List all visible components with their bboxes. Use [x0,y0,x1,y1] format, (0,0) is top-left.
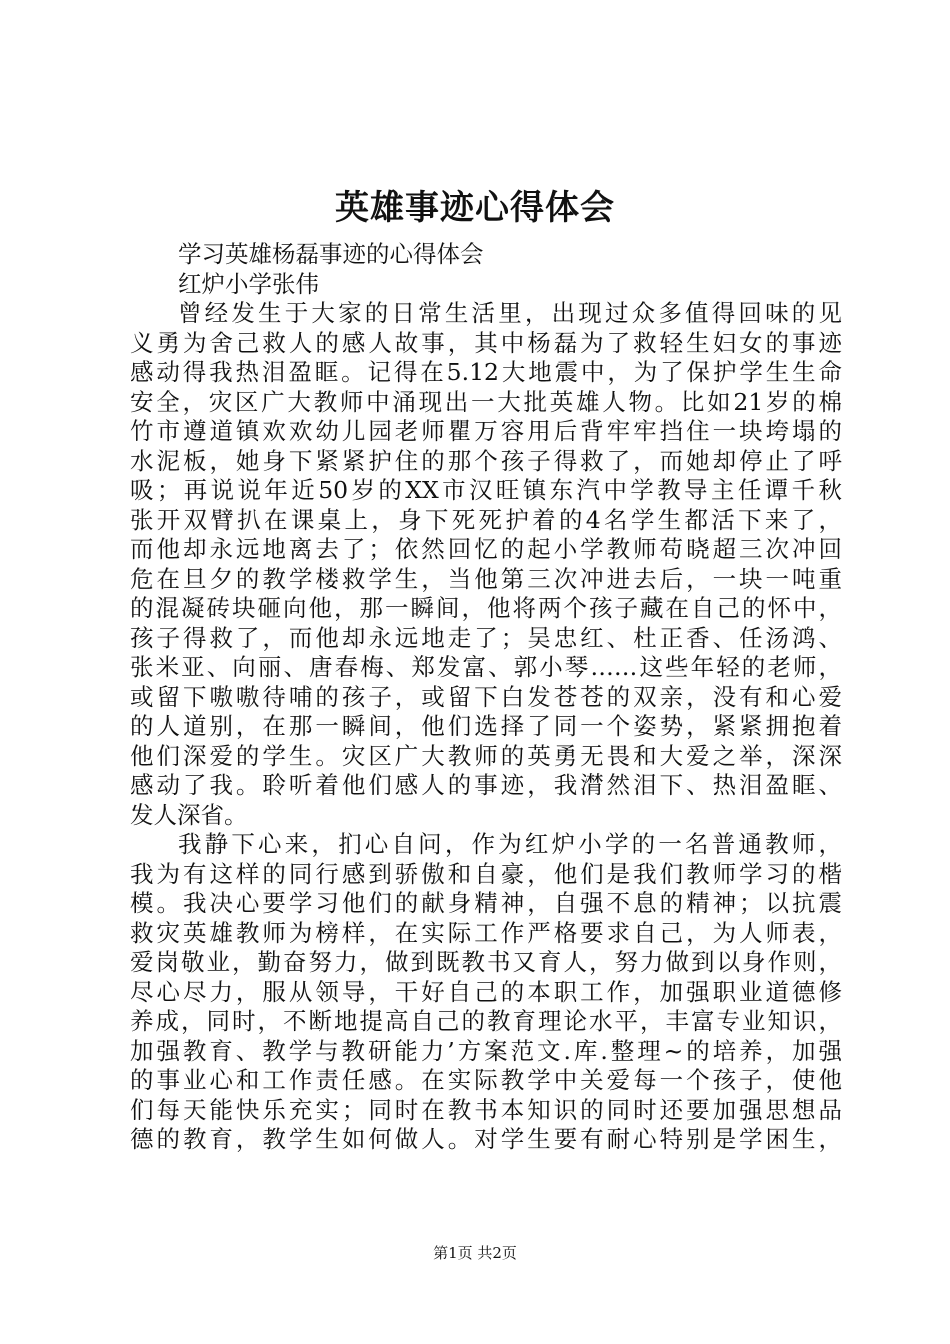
document-title: 英雄事迹心得体会 [335,188,615,228]
text-line: 德的教育，教学生如何做人。对学生要有耐心特别是学困生， [130,1125,842,1153]
text-line: 水泥板，她身下紧紧护住的那个孩子得救了，而她却停止了呼 [130,446,842,475]
document-body [130,240,842,1155]
text-line: 发人深省。 [130,800,248,829]
text-line: 尽心尽力，服从领导，干好自己的本职工作，加强职业道德修 [130,977,842,1006]
text-line: 学习英雄杨磊事迹的心得体会 [178,240,484,268]
text-line: 的混凝砖块砸向他，那一瞬间，他将两个孩子藏在自己的怀中， [130,594,842,622]
text-line: 竹市遵道镇欢欢幼儿园老师瞿万容用后背牢牢挡住一块垮塌的 [130,417,842,445]
text-line: 的事业心和工作责任感。在实际教学中关爱每一个孩子，使他 [130,1066,842,1094]
text-line: 的人道别，在那一瞬间，他们选择了同一个姿势，紧紧拥抱着 [130,712,842,740]
text-line: 我为有这样的同行感到骄傲和自豪，他们是我们教师学习的楷 [130,859,842,888]
text-line: 曾经发生于大家的日常生活里，出现过众多值得回味的见 [178,299,842,327]
text-line: 或留下嗷嗷待哺的孩子，或留下白发苍苍的双亲，没有和心爱 [130,682,842,711]
text-line: 他们深爱的学生。灾区广大教师的英勇无畏和大爱之举，深深 [130,741,842,770]
text-line: 张开双臂扒在课桌上，身下死死护着的4名学生都活下来了， [130,505,842,534]
text-line: 吸；再说说年近50岁的XX市汉旺镇东汽中学教导主任谭千秋 [130,476,842,504]
text-line: 加强教育、教学与教研能力’方案范文.库.整理~的培养，加强 [130,1036,842,1065]
text-line: 张米亚、向丽、唐春梅、郑发富、郭小琴……这些年轻的老师， [130,653,842,681]
text-line: 感动了我。聆听着他们感人的事迹，我潸然泪下、热泪盈眶、 [130,771,842,799]
page-indicator: 第1页 共2页 [433,1244,517,1262]
text-line: 而他却永远地离去了；依然回忆的起小学教师苟晓超三次冲回 [130,535,842,563]
text-line: 感动得我热泪盈眶。记得在5.12大地震中，为了保护学生生命 [130,358,842,386]
text-line: 爱岗敬业，勤奋努力，做到既教书又育人，努力做到以身作则， [130,948,842,976]
text-line: 孩子得救了，而他却永远地走了；吴忠红、杜正香、任汤鸿、 [130,623,842,652]
text-line: 们每天能快乐充实；同时在教书本知识的同时还要加强思想品 [130,1095,842,1124]
text-line: 养成，同时，不断地提高自己的教育理论水平，丰富专业知识， [130,1007,842,1035]
text-line: 危在旦夕的教学楼救学生，当他第三次冲进去后，一块一吨重 [130,564,842,593]
text-line: 救灾英雄教师为榜样，在实际工作严格要求自己，为人师表， [130,918,842,947]
text-line: 义勇为舍己救人的感人故事，其中杨磊为了救轻生妇女的事迹 [130,328,842,357]
text-line: 安全，灾区广大教师中涌现出一大批英雄人物。比如21岁的棉 [130,387,842,416]
text-line: 红炉小学张伟 [178,269,319,298]
text-line: 我静下心来，扪心自问，作为红炉小学的一名普通教师， [178,830,842,858]
text-line: 模。我决心要学习他们的献身精神，自强不息的精神；以抗震 [130,889,842,917]
